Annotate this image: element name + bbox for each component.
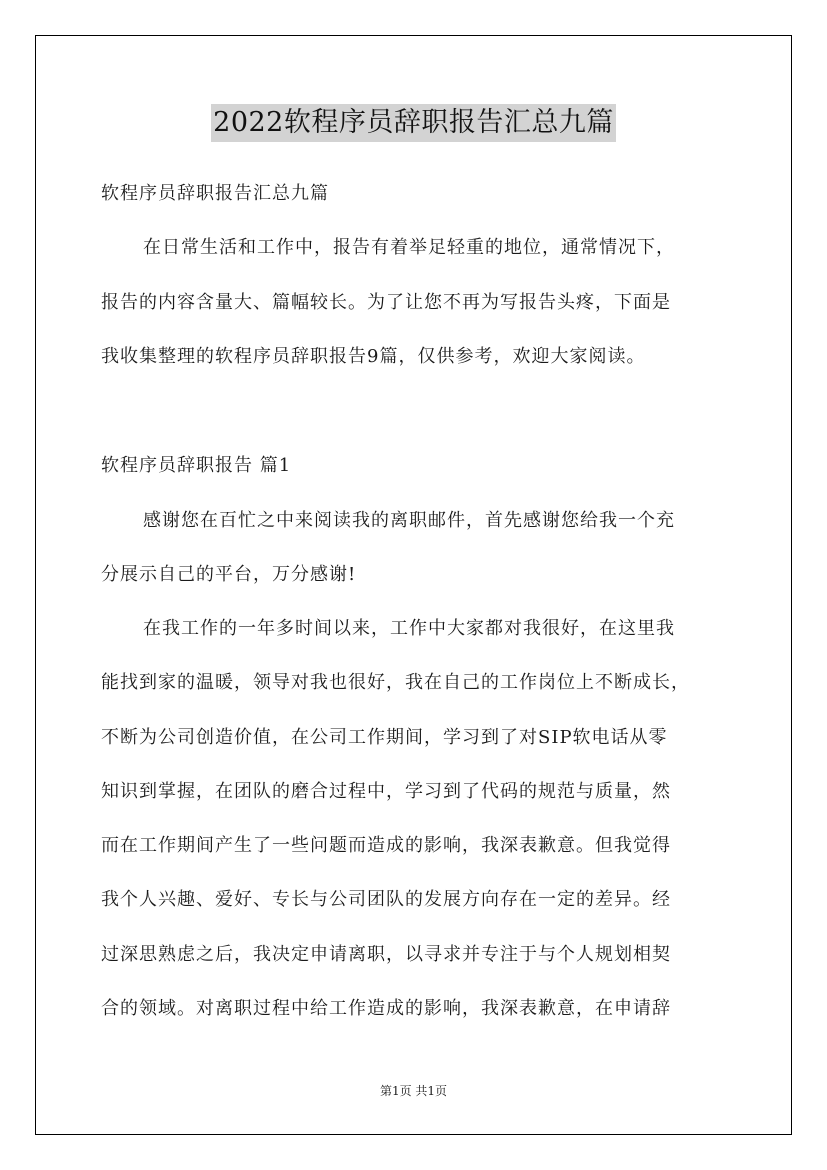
body-line: 合的领域。对离职过程中给工作造成的影响，我深表歉意，在申请辞 <box>101 998 671 1019</box>
body-line: 能找到家的温暖，领导对我也很好，我在自己的工作岗位上不断成长， <box>101 672 690 693</box>
intro-line: 报告的内容含量大、篇幅较长。为了让您不再为写报告头疼，下面是 <box>101 292 671 313</box>
document-title: 2022软程序员辞职报告汇总九篇 <box>211 104 616 142</box>
body-line: 而在工作期间产生了一些问题而造成的影响，我深表歉意。但我觉得 <box>101 835 671 856</box>
body-line: 知识到掌握，在团队的磨合过程中，学习到了代码的规范与质量，然 <box>101 781 671 802</box>
section-heading: 软程序员辞职报告 篇1 <box>101 455 292 476</box>
body-line: 在我工作的一年多时间以来，工作中大家都对我很好，在这里我 <box>143 618 675 639</box>
body-line: 过深思熟虑之后，我决定申请离职，以寻求并专注于与个人规划相契 <box>101 944 671 965</box>
body-line: 分展示自己的平台，万分感谢! <box>101 564 357 585</box>
intro-line: 在日常生活和工作中，报告有着举足轻重的地位，通常情况下， <box>143 237 675 258</box>
document-subtitle: 软程序员辞职报告汇总九篇 <box>101 183 329 204</box>
title-container <box>0 104 827 142</box>
body-line: 我个人兴趣、爱好、专长与公司团队的发展方向存在一定的差异。经 <box>101 889 671 910</box>
body-line: 不断为公司创造价值，在公司工作期间，学习到了对SIP软电话从零 <box>101 727 668 748</box>
body-line: 感谢您在百忙之中来阅读我的离职邮件，首先感谢您给我一个充 <box>143 510 675 531</box>
page-footer: 第1页 共1页 <box>379 1084 448 1098</box>
intro-line: 我收集整理的软程序员辞职报告9篇，仅供参考，欢迎大家阅读。 <box>101 346 646 367</box>
